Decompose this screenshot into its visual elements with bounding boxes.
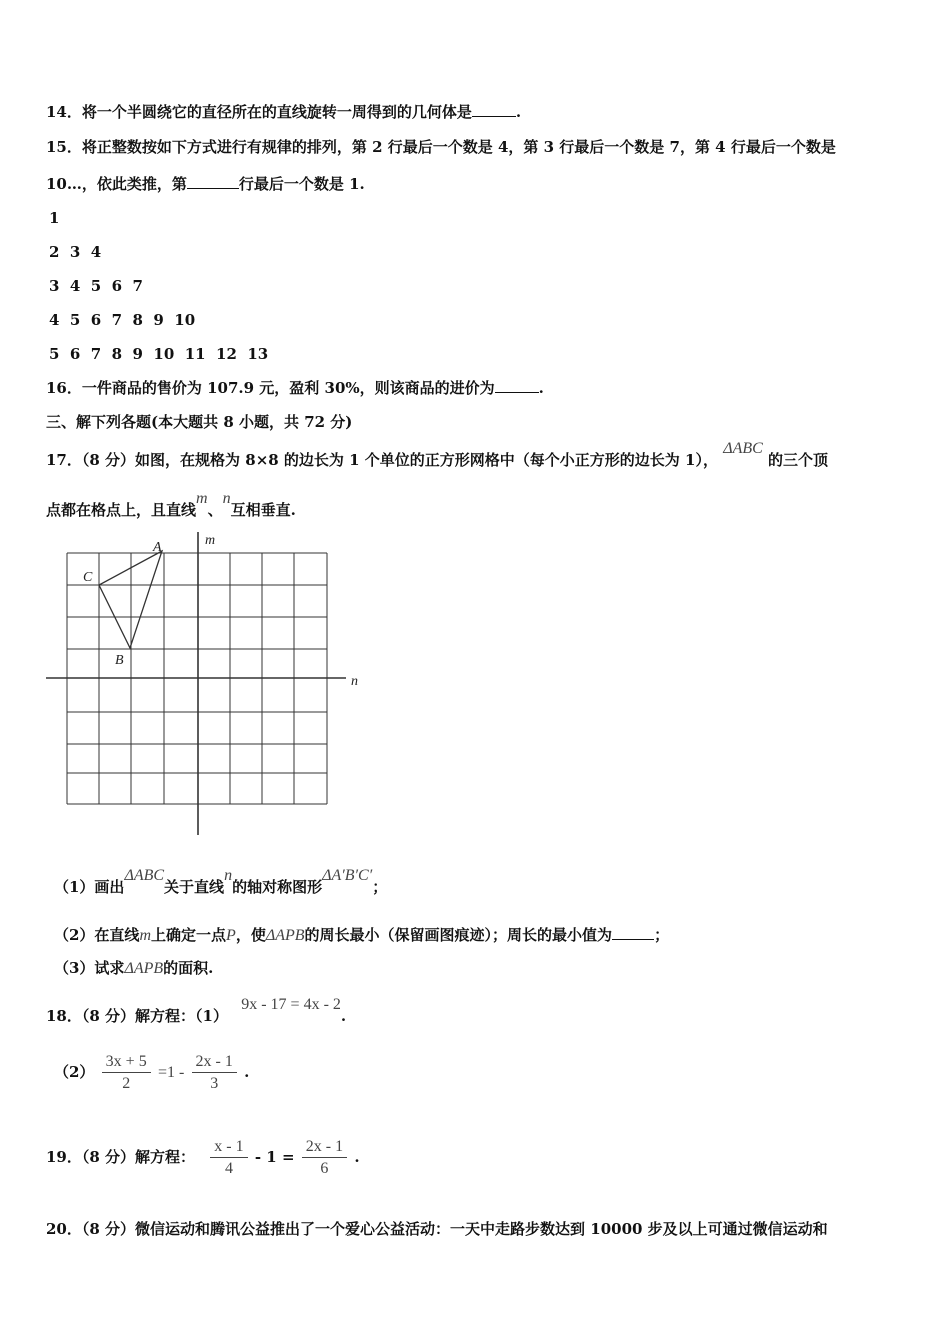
question-17-part-1: （1）画出ΔABC关于直线n的轴对称图形ΔA′B′C′； — [54, 867, 388, 896]
question-17-line1: 17．（8 分）如图，在规格为 8×8 的边长为 1 个单位的正方形网格中（每个小正方形的边长为 1）， ΔABC 的三个顶 — [46, 440, 829, 469]
label-n: n — [351, 674, 358, 689]
label-m: m — [205, 533, 216, 548]
question-18-part-1: 18．（8 分）解方程：（1） 9x - 17 = 4x - 2. — [46, 996, 347, 1025]
question-15-line1: 15．将正整数按如下方式进行有规律的排列，第 2 行最后一个数是 4，第 3 行最后一个数是 7，第 4 行最后一个数是 — [46, 138, 836, 156]
label-c: C — [83, 570, 93, 585]
answer-blank — [472, 102, 516, 117]
question-16: 16．一件商品的售价为 107.9 元，盈利 30%，则该商品的进价为 . — [46, 379, 544, 397]
number-row-3: 3 4 5 6 7 — [49, 277, 143, 295]
number-row-4: 4 5 6 7 8 9 10 — [49, 311, 196, 329]
number-row-1: 1 — [49, 209, 60, 227]
grid-figure — [40, 528, 370, 840]
label-a: A — [153, 540, 162, 555]
fraction-right: $\frac{2x - 1}{6}$ — [302, 1137, 347, 1180]
equation-1: 9x - 17 = 4x - 2 — [241, 996, 341, 1013]
number-row-5: 5 6 7 8 9 10 11 12 13 — [49, 345, 269, 363]
question-17-line2: 点都在格点上，且直线m、n互相垂直. — [46, 490, 296, 519]
section-3-heading: 三、解下列各题(本大题共 8 小题，共 72 分) — [46, 413, 353, 431]
answer-blank — [187, 174, 239, 189]
question-14: 14．将一个半圆绕它的直径所在的直线旋转一周得到的几何体是 . — [46, 103, 522, 121]
question-17-part-3: （3）试求ΔAPB的面积. — [54, 959, 214, 977]
question-15-line2: 10…，依此类推，第 行最后一个数是 1. — [46, 175, 365, 193]
fraction-right: $\frac{2x - 1}{3}$ — [192, 1052, 237, 1095]
question-19: 19．（8 分）解方程： $\frac{x - 1}{4}$ - 1 = $\frac{2x - 1}{6}$ . — [46, 1135, 360, 1180]
fraction-left: $\frac{x - 1}{4}$ — [210, 1137, 247, 1180]
question-18-part-2: （2） $\frac{3x + 5}{2}$ =1 - $\frac{2x - 1}{3}$ . — [54, 1050, 249, 1095]
answer-blank — [612, 925, 654, 940]
question-20: 20．（8 分）微信运动和腾讯公益推出了一个爱心公益活动：一天中走路步数达到 10000 步及以上可通过微信运动和 — [46, 1220, 828, 1238]
answer-blank — [495, 378, 539, 393]
fraction-left: $\frac{3x + 5}{2}$ — [102, 1052, 151, 1095]
number-row-2: 2 3 4 — [49, 243, 102, 261]
label-b: B — [115, 653, 124, 668]
question-17-part-2: （2）在直线m上确定一点P，使ΔAPB的周长最小（保留画图痕迹）；周长的最小值为 ； — [54, 926, 670, 944]
